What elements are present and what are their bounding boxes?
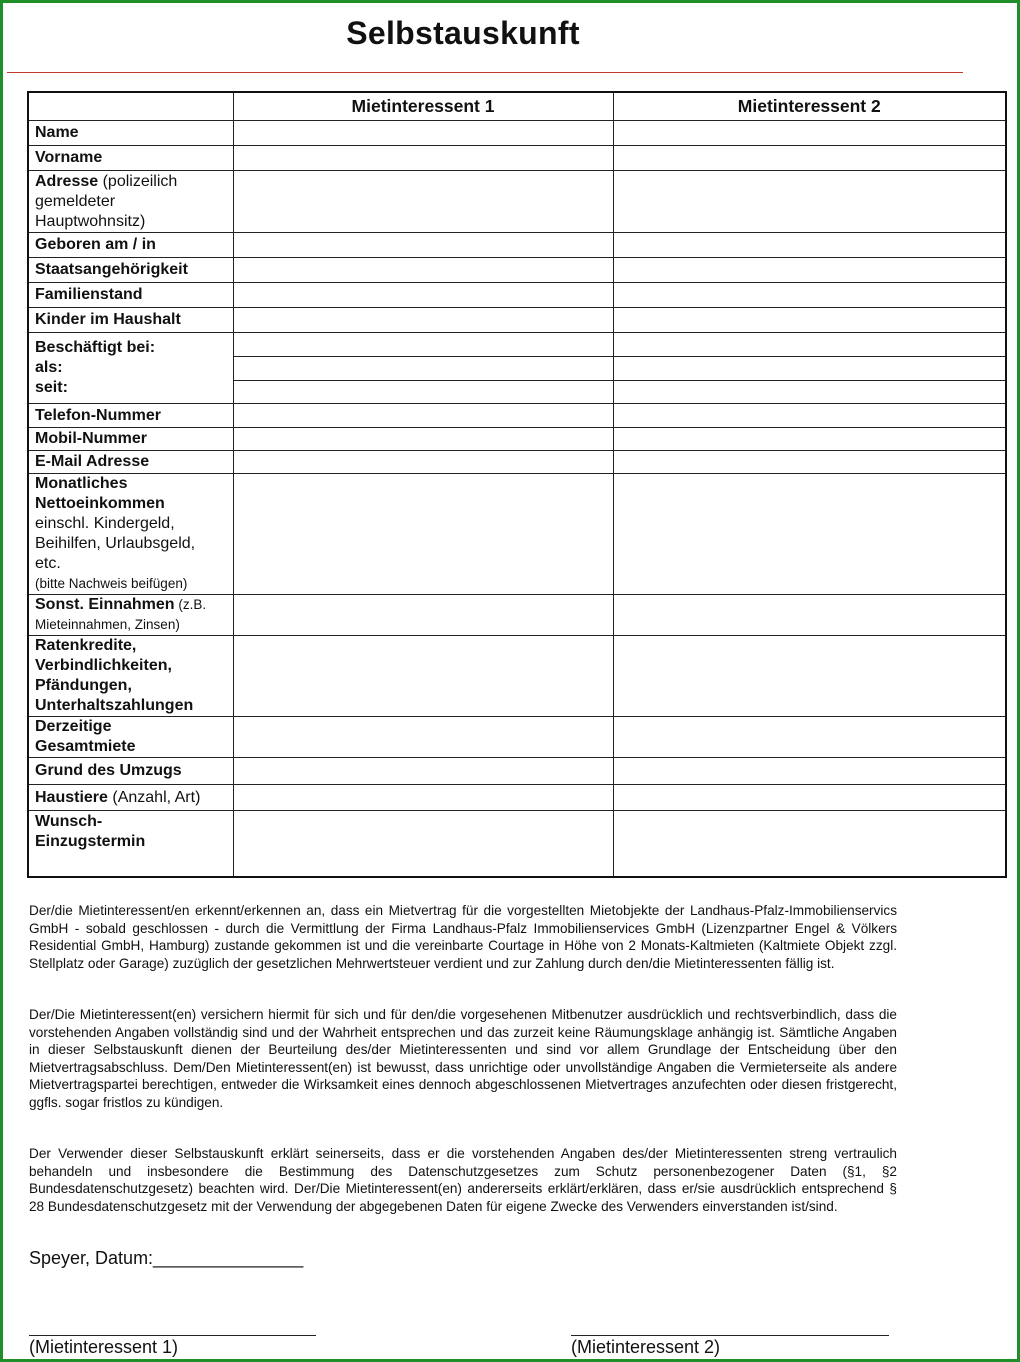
row-label-telefon: Telefon-Nummer (28, 404, 233, 428)
field-netto-1[interactable] (233, 474, 613, 595)
paragraph-courtage: Der/die Mietinteressent/en erkennt/erkennen an, dass ein Mietvertrag für die vorgestellten Mietobjekte der Landhaus-Pfalz-Immobilienservics GmbH - sobald geschlossen - durch die Vermittlung der Firma Landhaus-Pfalz Immobilienservices GmbH (Lizenzpartner Engel & Völkers Residential GmbH, Hamburg) zustande gekommen ist und die vereinbarte Courtage in Höhe von 2 Monats-Kaltmieten (Kaltmiete Objekt zzgl. Stellplatz oder Garage) zuzüglich der gesetzlichen Mehrwertsteuer verdient und zur Zahlung durch den/die Mietinteressenten fällig ist. (29, 903, 897, 971)
row-label-nettoeinkommen (28, 474, 233, 595)
table-row (28, 811, 1006, 877)
field-familienstand-2[interactable] (613, 283, 1006, 308)
raten-label: Verbindlichkeiten, (35, 657, 172, 674)
row-label-ratenkredite (28, 636, 233, 717)
field-mobil-1[interactable] (233, 428, 613, 451)
adresse-label-note: Hauptwohnsitz) (35, 212, 146, 230)
raten-label: Ratenkredite, (35, 637, 137, 654)
empty-header-cell (28, 92, 233, 121)
haustiere-label: Haustiere (35, 788, 108, 806)
row-label-name: Name (28, 121, 233, 146)
netto-note: etc. (35, 555, 61, 572)
field-haustiere-2[interactable] (613, 785, 1006, 811)
field-vorname-2[interactable] (613, 146, 1006, 171)
field-adresse-1[interactable] (233, 171, 613, 233)
raten-label: Unterhaltszahlungen (35, 697, 194, 714)
column-header-2: Mietinteressent 2 (613, 92, 1006, 121)
table-row (28, 428, 1006, 451)
table-row (28, 233, 1006, 258)
row-label-beschaeftigung (28, 333, 233, 404)
netto-hint: (bitte Nachweis beifügen) (35, 576, 188, 591)
field-seit-2[interactable] (613, 381, 1006, 404)
field-email-2[interactable] (613, 451, 1006, 474)
table-row (28, 333, 1006, 357)
field-staat-2[interactable] (613, 258, 1006, 283)
field-geboren-2[interactable] (613, 233, 1006, 258)
field-als-2[interactable] (613, 357, 1006, 381)
table-row (28, 258, 1006, 283)
field-kinder-2[interactable] (613, 308, 1006, 333)
miete-label: Derzeitige (35, 718, 112, 735)
field-umzug-2[interactable] (613, 758, 1006, 785)
table-row (28, 121, 1006, 146)
beschaeftigt-label: Beschäftigt bei: (35, 339, 156, 356)
row-label-gesamtmiete (28, 717, 233, 758)
field-vorname-1[interactable] (233, 146, 613, 171)
signature-label-1: (Mietinteressent 1) (29, 1337, 179, 1357)
table-row (28, 758, 1006, 785)
row-label-mobil: Mobil-Nummer (28, 428, 233, 451)
adresse-label-note: gemeldeter (35, 192, 116, 210)
netto-note: Beihilfen, Urlaubsgeld, (35, 535, 196, 552)
field-raten-1[interactable] (233, 636, 613, 717)
table-row (28, 283, 1006, 308)
wunsch-label: Einzugstermin (35, 833, 146, 850)
field-adresse-2[interactable] (613, 171, 1006, 233)
table-row (28, 636, 1006, 717)
table-row (28, 474, 1006, 595)
selbstauskunft-table (27, 91, 1007, 878)
row-label-kinder: Kinder im Haushalt (28, 308, 233, 333)
netto-note: einschl. Kindergeld, (35, 515, 175, 532)
sonst-label: Sonst. Einnahmen (35, 596, 175, 613)
row-label-email: E-Mail Adresse (28, 451, 233, 474)
header-row (28, 92, 1006, 121)
signature-line-1[interactable] (29, 1335, 316, 1336)
netto-label: Nettoeinkommen (35, 495, 165, 512)
field-umzug-1[interactable] (233, 758, 613, 785)
als-label: als: (35, 359, 63, 376)
field-einzug-2[interactable] (613, 811, 1006, 877)
seit-label: seit: (35, 379, 68, 396)
raten-label: Pfändungen, (35, 677, 132, 694)
row-label-haustiere (28, 785, 233, 811)
row-label-umzug: Grund des Umzugs (28, 758, 233, 785)
field-arbeitgeber-2[interactable] (613, 333, 1006, 357)
field-geboren-1[interactable] (233, 233, 613, 258)
field-name-2[interactable] (613, 121, 1006, 146)
paragraph-versicherung: Der/Die Mietinteressent(en) versichern hiermit für sich und für den/die vorgesehenen Mitbenutzer ausdrücklich und rechtsverbindlich, dass die vorstehenden Angaben vollständig sind und der Wahrheit entsprechen und das zurzeit keine Räumungsklage anhängig ist. Sämtliche Angaben in dieser Selbstauskunft dienen der Beurteilung des/der Mietinteressenten und sind vor allem Grundlage der Entscheidung über den Mietvertragsabschluss. Dem/Den Mietinteressent(en) ist bewusst, dass unrichtige oder unvollständige Angaben die Vermieterseite als andere Mietvertragspartei berechtigen, entweder die Wirksamkeit eines dennoch abgeschlossenen Mietvertrages anzufechten oder diesen fristgerecht, ggfls. sogar fristlos zu kündigen. (29, 1007, 897, 1110)
place-date-field[interactable]: Speyer, Datum:_______________ (29, 1248, 304, 1268)
table-row (28, 308, 1006, 333)
field-miete-2[interactable] (613, 717, 1006, 758)
field-seit-1[interactable] (233, 381, 613, 404)
field-miete-1[interactable] (233, 717, 613, 758)
column-header-1: Mietinteressent 1 (233, 92, 613, 121)
field-einzug-1[interactable] (233, 811, 613, 877)
field-sonst-2[interactable] (613, 595, 1006, 636)
row-label-einzugstermin (28, 811, 233, 877)
paragraph-datenschutz: Der Verwender dieser Selbstauskunft erklärt seinerseits, dass er die vorstehenden Angaben des/der Mietinteressenten streng vertraulich behandeln und insbesondere die Bestimmung des Datenschutzgesetzes zum Schutz personenbezogener Daten (§1, §2 Bundesdatenschutzgesetz) beachten wird. Der/Die Mietinteressent(en) andererseits erklärt/erklären, dass er/sie ausdrücklich entsprechend § 28 Bundesdatenschutzgesetz mit der Verwendung der abgegebenen Daten für eigene Zwecke des Verwenders einverstanden ist/sind. (29, 1146, 897, 1214)
field-haustiere-1[interactable] (233, 785, 613, 811)
row-label-familienstand: Familienstand (28, 283, 233, 308)
field-staat-1[interactable] (233, 258, 613, 283)
field-raten-2[interactable] (613, 636, 1006, 717)
miete-label: Gesamtmiete (35, 738, 136, 755)
field-kinder-1[interactable] (233, 308, 613, 333)
field-als-1[interactable] (233, 357, 613, 381)
field-telefon-1[interactable] (233, 404, 613, 428)
signature-label-2: (Mietinteressent 2) (571, 1337, 721, 1357)
signature-line-2[interactable] (571, 1335, 889, 1336)
field-email-1[interactable] (233, 451, 613, 474)
sonst-note: Mieteinnahmen, Zinsen) (35, 617, 180, 632)
field-arbeitgeber-1[interactable] (233, 333, 613, 357)
sonst-note: (z.B. (174, 597, 207, 612)
table-row (28, 171, 1006, 233)
table-row (28, 146, 1006, 171)
row-label-sonst-einnahmen (28, 595, 233, 636)
table-row (28, 717, 1006, 758)
haustiere-note: (Anzahl, Art) (107, 788, 201, 806)
field-netto-2[interactable] (613, 474, 1006, 595)
field-name-1[interactable] (233, 121, 613, 146)
row-label-staatsangehoerigkeit: Staatsangehörigkeit (28, 258, 233, 283)
field-telefon-2[interactable] (613, 404, 1006, 428)
title-divider (7, 72, 963, 73)
table-row (28, 785, 1006, 811)
field-familienstand-1[interactable] (233, 283, 613, 308)
table-row (28, 404, 1006, 428)
row-label-vorname: Vorname (28, 146, 233, 171)
field-mobil-2[interactable] (613, 428, 1006, 451)
page-title: Selbstauskunft (346, 15, 580, 51)
row-label-geboren: Geboren am / in (28, 233, 233, 258)
adresse-label-bold: Adresse (35, 172, 99, 190)
table-row (28, 595, 1006, 636)
table-row (28, 451, 1006, 474)
adresse-label-note: (polizeilich (98, 172, 178, 190)
field-sonst-1[interactable] (233, 595, 613, 636)
row-label-adresse (28, 171, 233, 233)
netto-label: Monatliches (35, 475, 128, 492)
wunsch-label: Wunsch- (35, 813, 103, 830)
